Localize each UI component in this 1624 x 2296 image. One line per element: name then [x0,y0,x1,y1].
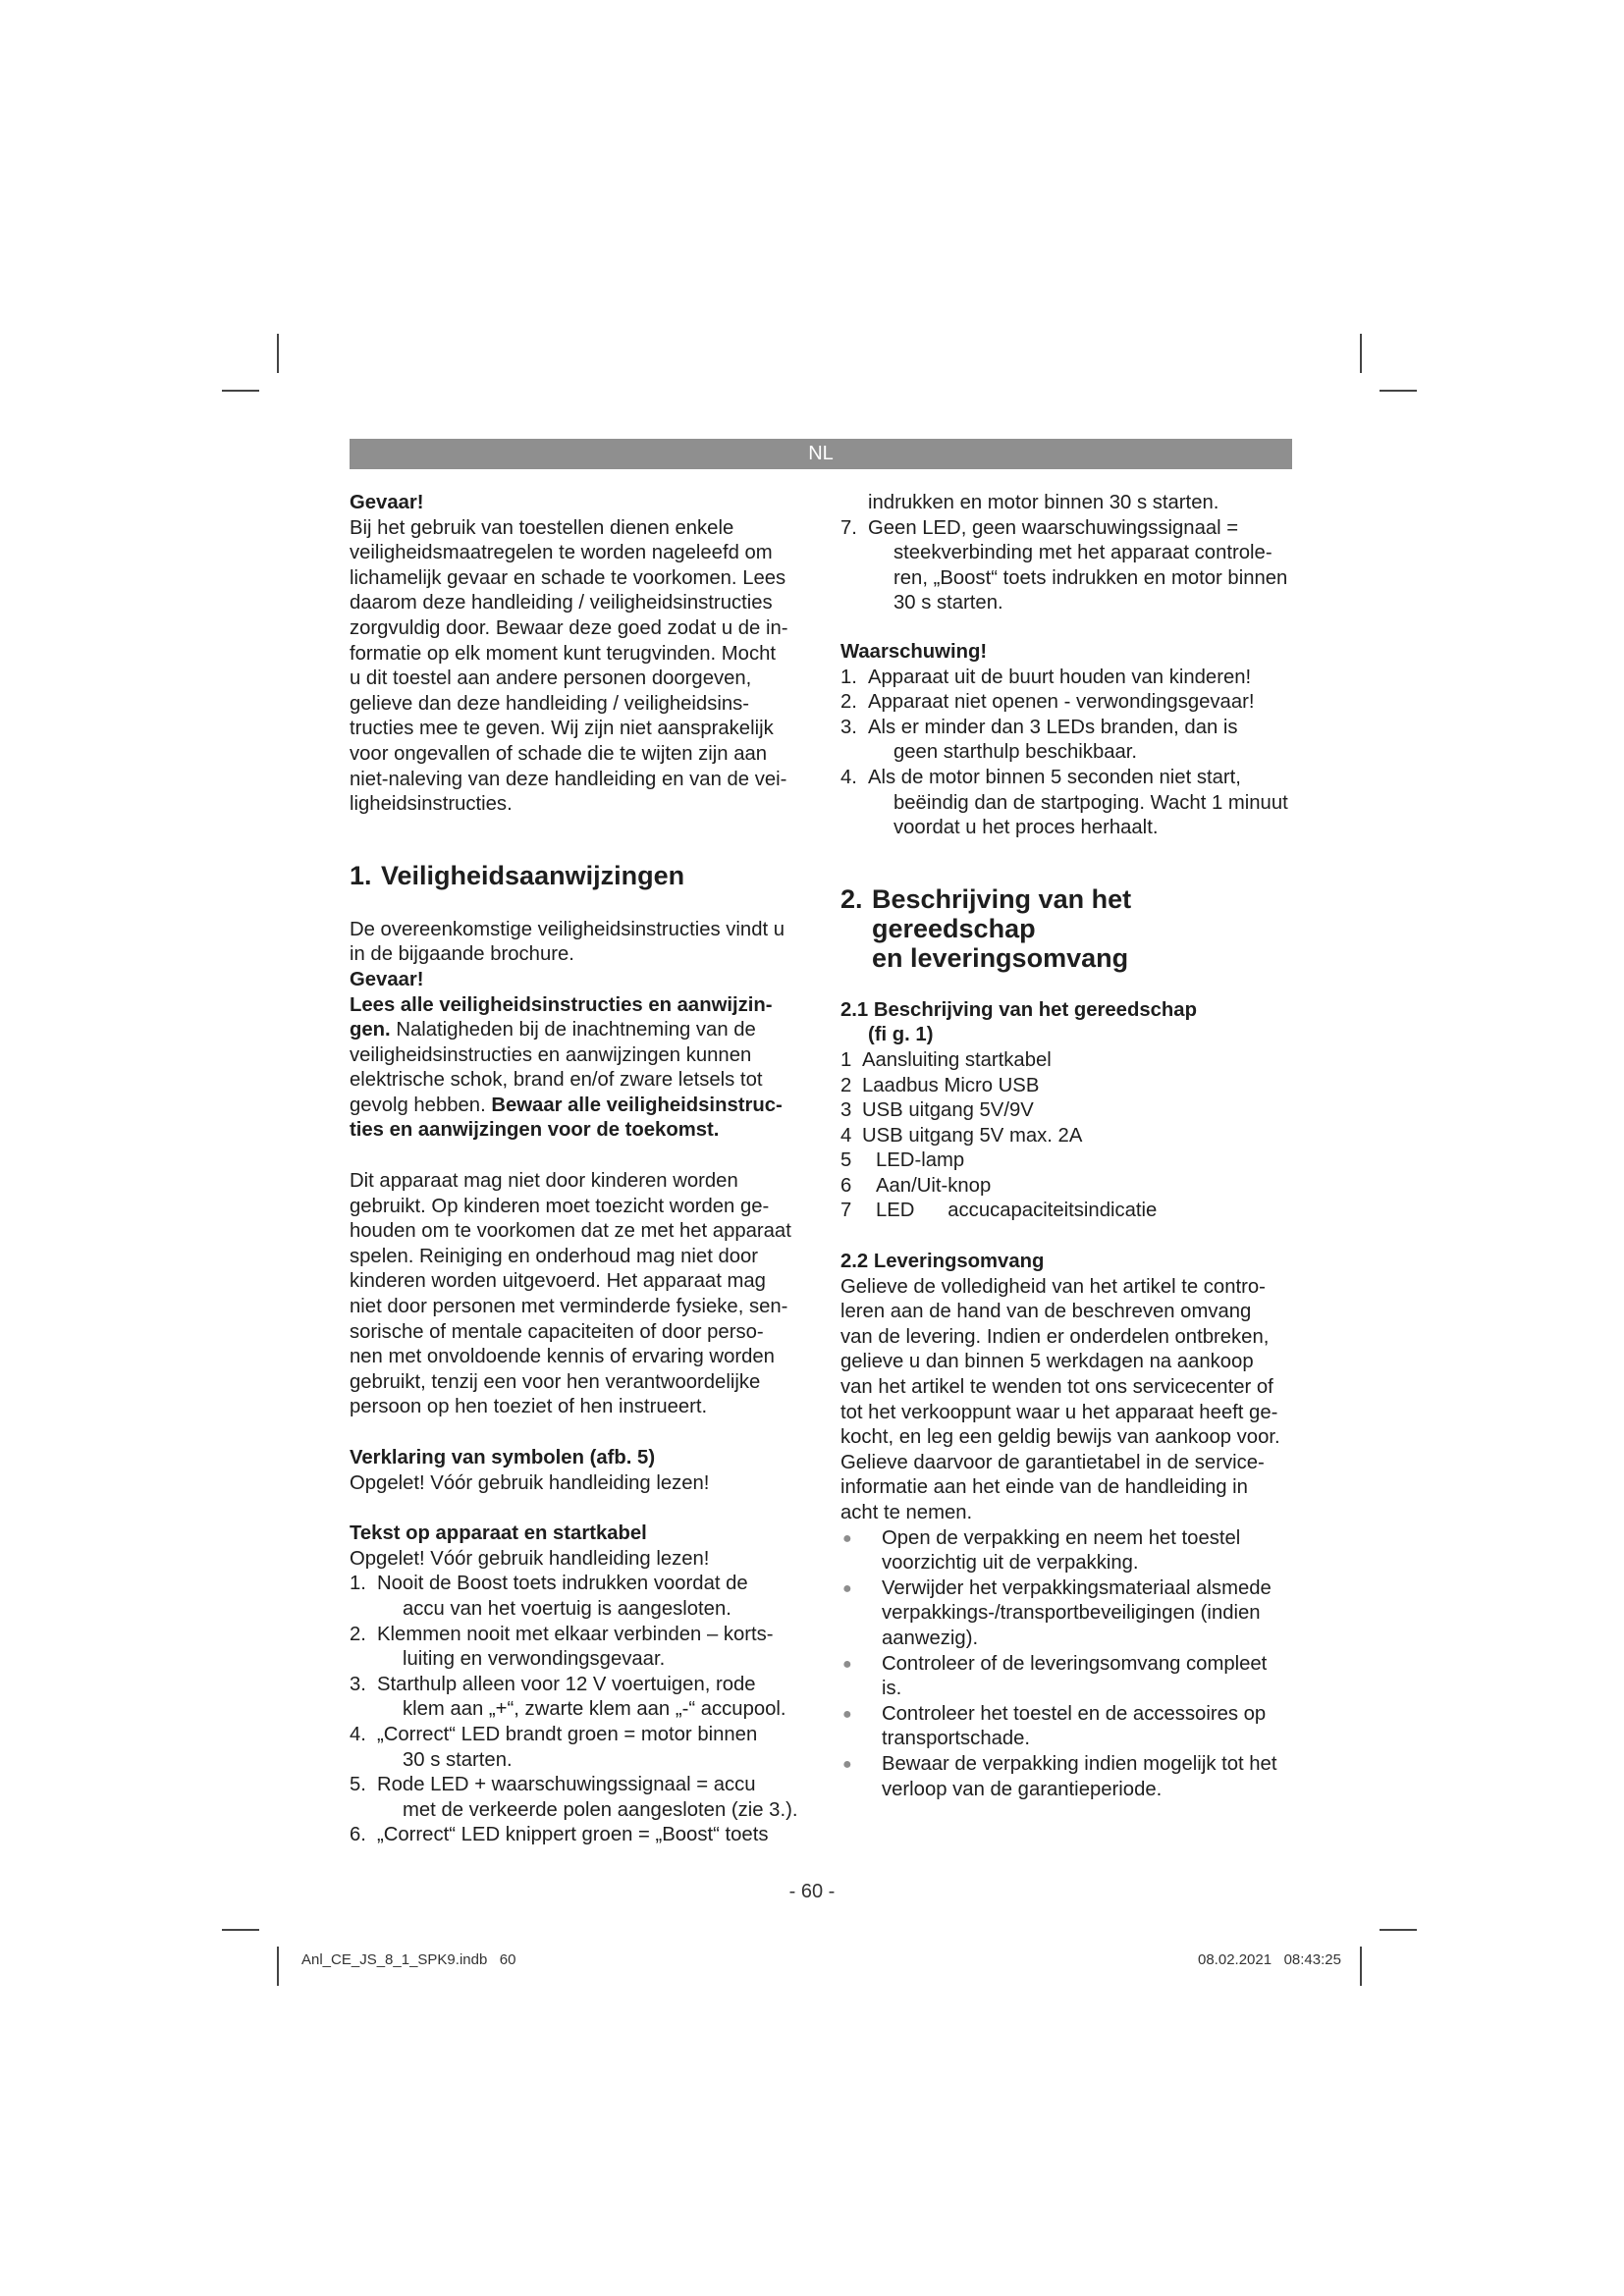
footer-file-info: Anl_CE_JS_8_1_SPK9.indb 60 [301,1951,516,1968]
text-line: lichamelijk gevaar en schade te voorkomen. Lees [350,566,786,589]
text-line: Gelieve de volledigheid van het artikel te contro- [840,1275,1266,1298]
danger-paragraph [350,516,803,818]
text-line: Gelieve daarvoor de garantietabel in de service- [840,1451,1265,1473]
text-line: Dit apparaat mag niet door kinderen worden [350,1170,738,1193]
bullet-item [840,1702,1294,1752]
language-label: NL [808,443,834,464]
text-line: veiligheidsmaatregelen te worden nageleefd om [350,542,773,564]
list-text: Starthulp alleen voor 12 V voertuigen, rode [377,1673,756,1695]
warning-list [840,666,1294,841]
text-line: gelieve u dan binnen 5 werkdagen na aankoop [840,1351,1254,1373]
list-text: Als de motor binnen 5 seconden niet start, [868,766,1241,788]
bullet-item [840,1752,1294,1802]
list-number: 4. [350,1723,366,1745]
page-number: - 60 - [788,1881,836,1902]
list-text: „Correct“ LED brandt groen = motor binnen [377,1723,758,1745]
list-text: is. [882,1678,902,1700]
list-number: 3. [350,1673,366,1695]
bullet-icon: ● [842,1579,852,1597]
list-number: 6 [840,1174,852,1197]
list-text: luiting en verwondingsgevaar. [403,1648,666,1671]
list-text: Als er minder dan 3 LEDs branden, dan is [868,716,1238,738]
section-title: Beschrijving van het gereedschap [872,883,1132,943]
device-text-list [350,1572,803,1848]
text-line: houden om te voorkomen dat ze met het apparaat [350,1220,791,1243]
children-paragraph [350,1169,803,1420]
footer-datetime: 08.02.2021 08:43:25 [1198,1951,1341,1968]
text-line: Lees alle veiligheidsinstructies en aanwijzin- [350,993,773,1016]
list-text: met de verkeerde polen aangesloten (zie 3.). [403,1798,798,1821]
subsection-2-2-title: 2.2 Leveringsomvang [840,1251,1045,1273]
section-2-heading [840,884,1294,973]
text-line: niet door personen met verminderde fysieke, sen- [350,1296,788,1318]
text-line: sorische of mentale capaciteiten of door perso- [350,1320,764,1343]
list-text: verloop van de garantieperiode. [882,1778,1163,1800]
list-item [840,1124,1294,1149]
list-text: beëindig dan de startpoging. Wacht 1 minuut [893,791,1288,814]
text-line: De overeenkomstige veiligheidsinstructies vindt u [350,918,785,940]
text-line [350,1094,803,1119]
subsection-2-1-title: 2.1 Beschrijving van het gereedschap [840,998,1197,1021]
list-text: aanwezig). [882,1627,979,1649]
text-line: ligheidsinstructies. [350,793,513,816]
text-line: u dit toestel aan andere personen doorgeven, [350,667,752,690]
list-item [840,1098,1294,1124]
list-item [350,1623,803,1673]
text-line: tructies mee te geven. Wij zijn niet aansprakelijk [350,718,774,740]
list-item [840,716,1294,766]
list-number: 2 [840,1074,852,1096]
list-item [350,1823,803,1848]
text-line: nen met onvoldoende kennis of ervaring worden [350,1346,775,1368]
section-1-heading [350,861,803,890]
text-line: kocht, en leg een geldig bewijs van aankoop voor. [840,1426,1280,1449]
text-fragment: gen. [350,1019,391,1041]
list-text: Klemmen nooit met elkaar verbinden – korts- [377,1623,774,1645]
list-text: transportschade. [882,1728,1031,1750]
text-line: elektrische schok, brand en/of zware letsels tot [350,1069,763,1092]
list-number: 7 [840,1200,852,1222]
text-line: ties en aanwijzingen voor de toekomst. [350,1119,720,1142]
danger-title: Gevaar! [350,492,424,513]
bullet-item [840,1652,1294,1702]
text-line: van de levering. Indien er onderdelen ontbreken, [840,1325,1270,1348]
crop-mark [1360,334,1362,373]
text-line: veiligheidsinstructies en aanwijzingen kunnen [350,1043,752,1066]
list-number: 6. [350,1824,366,1846]
device-text-intro: Opgelet! Vóór gebruik handleiding lezen! [350,1547,710,1570]
bullet-list [840,1526,1294,1803]
list-text: ren, „Boost“ toets indrukken en motor binnen [893,566,1288,589]
bullet-icon: ● [842,1755,852,1773]
list-number: 1. [840,666,857,688]
bullet-item [840,1576,1294,1652]
list-item [840,690,1294,716]
list-number: 1 [840,1048,852,1071]
list-item [840,1199,1294,1224]
list-number: 4 [840,1124,852,1147]
list-item [840,1074,1294,1099]
list-text: accu van het voertuig is aangesloten. [403,1597,731,1620]
list-item [840,666,1294,691]
list-item [350,1673,803,1723]
text-line: van het artikel te wenden tot ons servicecenter of [840,1376,1273,1399]
list-text: Controleer of de leveringsomvang compleet [882,1652,1268,1675]
text-fragment: Nalatigheden bij de inachtneming van de [390,1019,756,1041]
crop-mark [222,390,259,392]
list-item [350,1723,803,1773]
text-line: gelieve dan deze handleiding / veiligheidsins- [350,692,750,715]
list-text: Bewaar de verpakking indien mogelijk tot het [882,1752,1277,1775]
list-number: 5. [350,1774,366,1796]
list-text: „Correct“ LED knippert groen = „Boost“ toets [377,1824,769,1846]
parts-list [840,1048,1294,1224]
text-line: leren aan de hand van de beschreven omvang [840,1301,1252,1323]
left-column [350,491,803,1848]
list-item [840,516,1294,616]
list-item [840,1174,1294,1200]
list-text: verpakkings-/transportbeveiligingen (indien [882,1602,1261,1625]
symbols-title: Verklaring van symbolen (afb. 5) [350,1447,656,1468]
delivery-paragraph [840,1275,1294,1526]
text-line: acht te nemen. [840,1502,973,1523]
list-number: 1. [350,1573,366,1595]
crop-mark [1380,390,1417,392]
text-line: gebruikt, tenzij een voor hen verantwoordelijke [350,1370,761,1393]
bullet-icon: ● [842,1529,852,1547]
list-text: geen starthulp beschikbaar. [893,741,1138,764]
list-text: 30 s starten. [403,1748,513,1771]
list-item [840,1048,1294,1074]
text-line: niet-naleving van deze handleiding en van de vei- [350,768,787,790]
list-number: 5 [840,1149,852,1172]
device-text-title: Tekst op apparaat en startkabel [350,1522,647,1545]
text-line [350,1018,803,1043]
crop-mark [1380,1929,1417,1931]
list-item [840,766,1294,841]
list-text: Laadbus Micro USB [862,1074,1040,1096]
section-title: en leveringsomvang [872,942,1129,973]
bullet-item [840,1526,1294,1576]
text-line: gebruikt. Op kinderen moet toezicht worden ge- [350,1195,770,1217]
figure-reference: (fi g. 1) [868,1024,934,1046]
text-line: daarom deze handleiding / veiligheidsinstructies [350,592,773,614]
list-text: 30 s starten. [893,592,1003,614]
section-title: Veiligheidsaanwijzingen [381,860,685,890]
list-item [840,1148,1294,1174]
bullet-icon: ● [842,1705,852,1723]
list-text: voordat u het proces herhaalt. [893,817,1159,839]
danger-title-2: Gevaar! [350,968,424,990]
list-text: Aansluiting startkabel [862,1048,1052,1071]
text-line: in de bijgaande brochure. [350,943,574,966]
text-line: persoon op hen toeziet of hen instrueert. [350,1396,708,1418]
text-fragment: gevolg hebben. [350,1094,492,1116]
text-line: voor ongevallen of schade die te wijten zijn aan [350,742,768,765]
list-continuation: indrukken en motor binnen 30 s starten. [868,492,1219,513]
text-line: formatie op elk moment kunt terugvinden. Mocht [350,642,777,665]
list-number: 7. [840,516,857,539]
list-text: Verwijder het verpakkingsmateriaal alsmede [882,1576,1272,1599]
list-text: Geen LED, geen waarschuwingssignaal = [868,516,1239,539]
warning-title: Waarschuwing! [840,640,988,663]
list-text: LED accucapaciteitsindicatie [876,1200,1158,1222]
list-number: 3 [840,1099,852,1122]
list-text: USB uitgang 5V max. 2A [862,1124,1083,1147]
list-number: 3. [840,716,857,738]
list-item [350,1773,803,1823]
text-fragment: Bewaar alle veiligheidsinstruc- [491,1094,783,1116]
list-text: steekverbinding met het apparaat controle- [893,542,1272,564]
list-text: USB uitgang 5V/9V [862,1099,1034,1122]
text-line: Bij het gebruik van toestellen dienen enkele [350,516,734,539]
list-item [350,1572,803,1622]
text-line: spelen. Reiniging en onderhoud mag niet door [350,1245,759,1267]
list-text: LED-lamp [876,1149,965,1172]
text-line: kinderen worden uitgevoerd. Het apparaat mag [350,1270,766,1293]
right-column [840,491,1294,1802]
section-number: 1. [350,860,372,890]
list-text: Apparaat uit de buurt houden van kinderen! [868,666,1252,688]
list-text: Aan/Uit-knop [876,1174,992,1197]
text-line: tot het verkooppunt waar u het apparaat heeft ge- [840,1401,1278,1423]
list-text: Nooit de Boost toets indrukken voordat de [377,1573,748,1595]
list-number: 4. [840,766,857,788]
crop-mark [277,334,279,373]
list-text: Rode LED + waarschuwingssignaal = accu [377,1774,756,1796]
list-text: klem aan „+“, zwarte klem aan „-“ accupool. [403,1698,786,1721]
language-header-bar [350,439,1292,469]
list-text: Open de verpakking en neem het toestel [882,1526,1241,1549]
crop-mark [222,1929,259,1931]
list-number: 2. [840,691,857,714]
crop-mark [1360,1947,1362,1986]
list-text: Apparaat niet openen - verwondingsgevaar! [868,691,1255,714]
list-text: voorzichtig uit de verpakking. [882,1552,1139,1575]
list-number: 2. [350,1623,366,1645]
list-text: Controleer het toestel en de accessoires op [882,1702,1267,1725]
crop-mark [277,1947,279,1986]
section-number: 2. [840,883,863,914]
symbols-text: Opgelet! Vóór gebruik handleiding lezen! [350,1471,710,1494]
text-line: zorgvuldig door. Bewaar deze goed zodat u de in- [350,616,788,639]
text-line: informatie aan het einde van de handleiding in [840,1476,1248,1499]
bullet-icon: ● [842,1655,852,1673]
